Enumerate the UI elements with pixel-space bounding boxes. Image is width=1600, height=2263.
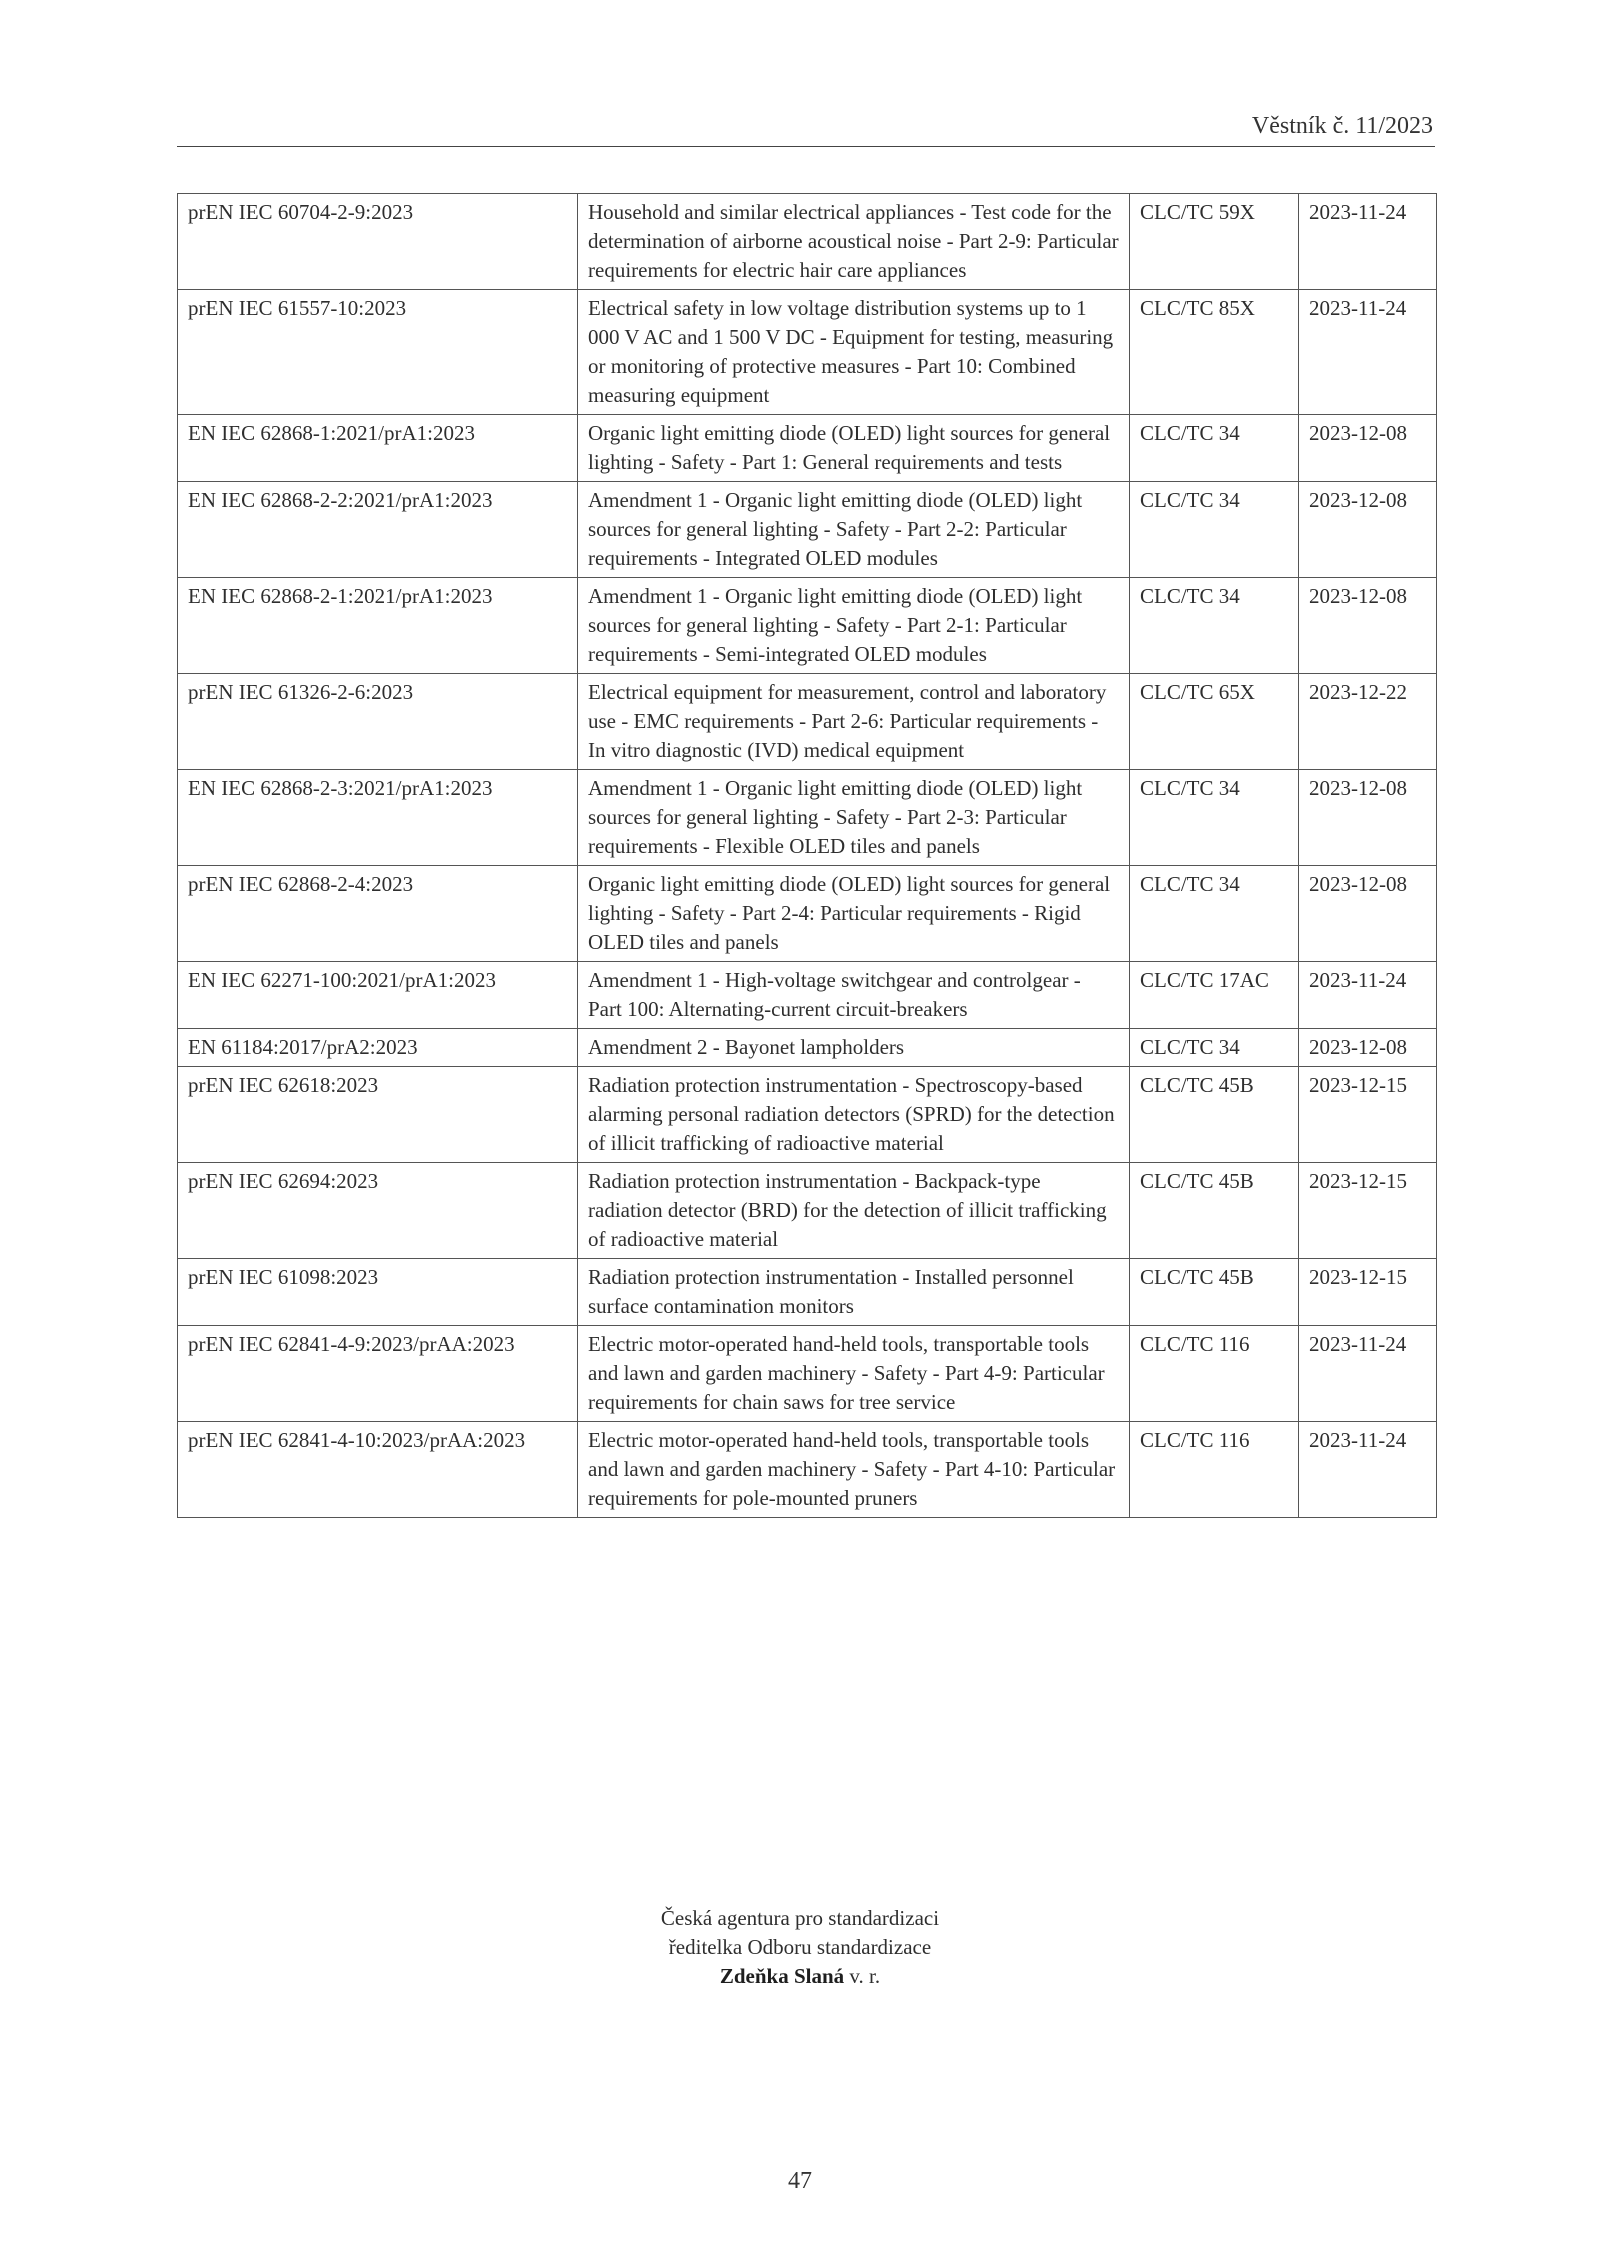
table-row (178, 962, 1437, 1029)
table-row (178, 1326, 1437, 1422)
table-row (178, 1163, 1437, 1259)
standard-title-cell: Organic light emitting diode (OLED) light sources for general lighting - Safety - Part 1: General requirements and tests (578, 415, 1130, 482)
standard-code-cell: EN IEC 62868-2-3:2021/prA1:2023 (178, 770, 578, 866)
standard-code-cell: prEN IEC 62841-4-10:2023/prAA:2023 (178, 1422, 578, 1518)
signatory-suffix: v. r. (844, 1964, 881, 1988)
standard-title-cell: Amendment 1 - High-voltage switchgear and controlgear - Part 100: Alternating-current circuit-breakers (578, 962, 1130, 1029)
standard-code-cell: prEN IEC 62694:2023 (178, 1163, 578, 1259)
deadline-date-cell: 2023-12-08 (1299, 866, 1437, 962)
table-row (178, 1259, 1437, 1326)
committee-cell: CLC/TC 34 (1130, 415, 1299, 482)
table-row (178, 194, 1437, 290)
committee-cell: CLC/TC 45B (1130, 1067, 1299, 1163)
standard-code-cell: prEN IEC 61326-2-6:2023 (178, 674, 578, 770)
table-row (178, 674, 1437, 770)
table-row (178, 578, 1437, 674)
committee-cell: CLC/TC 45B (1130, 1259, 1299, 1326)
standard-title-cell: Electric motor-operated hand-held tools, transportable tools and lawn and garden machinery - Safety - Part 4-10: Particular requirements for pole-mounted pruners (578, 1422, 1130, 1518)
committee-cell: CLC/TC 116 (1130, 1422, 1299, 1518)
standard-code-cell: prEN IEC 62841-4-9:2023/prAA:2023 (178, 1326, 578, 1422)
deadline-date-cell: 2023-11-24 (1299, 1326, 1437, 1422)
committee-cell: CLC/TC 34 (1130, 770, 1299, 866)
standard-title-cell: Electrical safety in low voltage distribution systems up to 1 000 V AC and 1 500 V DC - Equipment for testing, measuring or monitoring of protective measures - Part 10: Combined measuring equipment (578, 290, 1130, 415)
committee-cell: CLC/TC 116 (1130, 1326, 1299, 1422)
signature-block (0, 1904, 1600, 1991)
deadline-date-cell: 2023-12-15 (1299, 1163, 1437, 1259)
standard-title-cell: Electric motor-operated hand-held tools, transportable tools and lawn and garden machinery - Safety - Part 4-9: Particular requirements for chain saws for tree service (578, 1326, 1130, 1422)
table-row (178, 1067, 1437, 1163)
table-row (178, 482, 1437, 578)
deadline-date-cell: 2023-11-24 (1299, 290, 1437, 415)
page-number: 47 (788, 2168, 812, 2194)
deadline-date-cell: 2023-12-08 (1299, 415, 1437, 482)
deadline-date-cell: 2023-12-08 (1299, 578, 1437, 674)
deadline-date-cell: 2023-12-22 (1299, 674, 1437, 770)
standard-title-cell: Household and similar electrical appliances - Test code for the determination of airborne acoustical noise - Part 2-9: Particular requirements for electric hair care appliances (578, 194, 1130, 290)
standard-code-cell: EN IEC 62868-2-1:2021/prA1:2023 (178, 578, 578, 674)
standard-title-cell: Amendment 1 - Organic light emitting diode (OLED) light sources for general lighting - Safety - Part 2-1: Particular requirements - Semi-integrated OLED modules (578, 578, 1130, 674)
committee-cell: CLC/TC 34 (1130, 1029, 1299, 1067)
standard-code-cell: EN IEC 62271-100:2021/prA1:2023 (178, 962, 578, 1029)
table-row (178, 290, 1437, 415)
table-row (178, 415, 1437, 482)
standard-code-cell: prEN IEC 62868-2-4:2023 (178, 866, 578, 962)
standard-code-cell: EN 61184:2017/prA2:2023 (178, 1029, 578, 1067)
committee-cell: CLC/TC 59X (1130, 194, 1299, 290)
standard-title-cell: Radiation protection instrumentation - Installed personnel surface contamination monitors (578, 1259, 1130, 1326)
signatory-name: Zdeňka Slaná (719, 1964, 845, 1988)
standards-table (177, 193, 1437, 1518)
table-row (178, 770, 1437, 866)
standard-code-cell: prEN IEC 60704-2-9:2023 (178, 194, 578, 290)
deadline-date-cell: 2023-12-08 (1299, 770, 1437, 866)
deadline-date-cell: 2023-11-24 (1299, 962, 1437, 1029)
standard-title-cell: Amendment 1 - Organic light emitting diode (OLED) light sources for general lighting - Safety - Part 2-2: Particular requirements - Integrated OLED modules (578, 482, 1130, 578)
deadline-date-cell: 2023-12-15 (1299, 1259, 1437, 1326)
table-row (178, 1029, 1437, 1067)
standard-code-cell: EN IEC 62868-2-2:2021/prA1:2023 (178, 482, 578, 578)
signatory-role: ředitelka Odboru standardizace (668, 1935, 932, 1959)
standard-title-cell: Amendment 2 - Bayonet lampholders (578, 1029, 1130, 1067)
committee-cell: CLC/TC 34 (1130, 578, 1299, 674)
signatory-line (0, 1962, 1600, 1991)
standard-code-cell: prEN IEC 61098:2023 (178, 1259, 578, 1326)
committee-cell: CLC/TC 34 (1130, 866, 1299, 962)
committee-cell: CLC/TC 34 (1130, 482, 1299, 578)
deadline-date-cell: 2023-12-08 (1299, 482, 1437, 578)
standard-title-cell: Radiation protection instrumentation - Backpack-type radiation detector (BRD) for the detection of illicit trafficking of radioactive material (578, 1163, 1130, 1259)
standard-code-cell: EN IEC 62868-1:2021/prA1:2023 (178, 415, 578, 482)
deadline-date-cell: 2023-12-08 (1299, 1029, 1437, 1067)
standard-title-cell: Organic light emitting diode (OLED) light sources for general lighting - Safety - Part 2-4: Particular requirements - Rigid OLED tiles and panels (578, 866, 1130, 962)
table-row (178, 1422, 1437, 1518)
deadline-date-cell: 2023-11-24 (1299, 1422, 1437, 1518)
standard-title-cell: Amendment 1 - Organic light emitting diode (OLED) light sources for general lighting - Safety - Part 2-3: Particular requirements - Flexible OLED tiles and panels (578, 770, 1130, 866)
standard-title-cell: Radiation protection instrumentation - Spectroscopy-based alarming personal radiation detectors (SPRD) for the detection of illicit trafficking of radioactive material (578, 1067, 1130, 1163)
bulletin-title: Věstník č. 11/2023 (1251, 113, 1433, 139)
standard-code-cell: prEN IEC 62618:2023 (178, 1067, 578, 1163)
committee-cell: CLC/TC 65X (1130, 674, 1299, 770)
committee-cell: CLC/TC 17AC (1130, 962, 1299, 1029)
committee-cell: CLC/TC 45B (1130, 1163, 1299, 1259)
page-header (177, 112, 1435, 147)
deadline-date-cell: 2023-11-24 (1299, 194, 1437, 290)
table-row (178, 866, 1437, 962)
deadline-date-cell: 2023-12-15 (1299, 1067, 1437, 1163)
committee-cell: CLC/TC 85X (1130, 290, 1299, 415)
standard-code-cell: prEN IEC 61557-10:2023 (178, 290, 578, 415)
standard-title-cell: Electrical equipment for measurement, control and laboratory use - EMC requirements - Part 2-6: Particular requirements - In vitro diagnostic (IVD) medical equipment (578, 674, 1130, 770)
agency-name: Česká agentura pro standardizaci (660, 1906, 940, 1930)
